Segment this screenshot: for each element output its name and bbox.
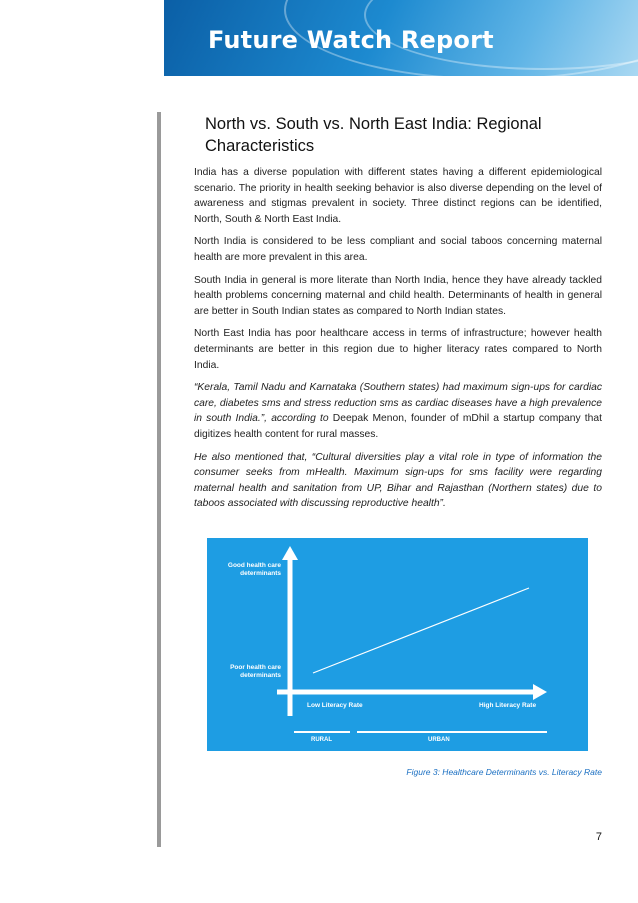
- y-axis-arrow: [282, 546, 298, 560]
- y-bottom-label: Poor health care determinants: [230, 664, 281, 679]
- report-title: Future Watch Report: [208, 26, 494, 54]
- rural-label: RURAL: [311, 737, 332, 743]
- figure-caption: Figure 3: Healthcare Determinants vs. Literacy Rate: [406, 767, 602, 777]
- paragraph: North East India has poor healthcare access in terms of infrastructure; however health determinants are better in this region due to higher literacy rates compared to North India.: [194, 328, 602, 371]
- figure-healthcare-literacy: [207, 538, 588, 751]
- x-right-label: High Literacy Rate: [479, 702, 537, 709]
- urban-label: URBAN: [428, 737, 450, 743]
- page-number: 7: [595, 831, 602, 843]
- x-left-label: Low Literacy Rate: [307, 702, 363, 709]
- quote-text: “Kerala, Tamil Nadu and Karnataka (Southern states) had maximum sign-ups for cardiac care, diabetes sms and stress reduction sms as cardiac diseases have a high prevalence in south India.”, according to: [194, 382, 602, 425]
- body-text: [194, 165, 602, 519]
- trend-line: [313, 588, 529, 673]
- quote-paragraph: He also mentioned that, “Cultural diversities play a vital role in type of information the consumer seeks from mHealth. Maximum sign-ups for sms facility were regarding maternal health and sanitation from UP, Bihar and Rajasthan (Northern states) due to taboos associated with discussing reproductive health”.: [194, 451, 602, 510]
- y-top-label: Good health care determinants: [227, 562, 281, 577]
- x-axis-arrow: [533, 684, 547, 700]
- side-rule: [157, 112, 161, 847]
- quote-paragraph: [194, 380, 602, 442]
- report-banner: [164, 0, 638, 76]
- paragraph: India has a diverse population with different states having a different epidemiological scenario. The priority in health seeking behavior is also diverse depending on the level of awareness and stigmas prevalent in society. Three distinct regions can be identified, North, South & North East India.: [194, 167, 602, 225]
- attribution-text: Deepak Menon, founder of mDhil a startup company that digitizes health content for rural masses.: [194, 413, 602, 440]
- paragraph: South India in general is more literate than North India, hence they have already tackled health problems concerning maternal and child health. Determinants of health in general are better in South Indian states as compared to North Indian states.: [194, 274, 602, 317]
- section-heading: North vs. South vs. North East India: Regional Characteristics: [205, 115, 542, 155]
- paragraph: North India is considered to be less compliant and social taboos concerning maternal health are more prevalent in this area.: [194, 236, 602, 263]
